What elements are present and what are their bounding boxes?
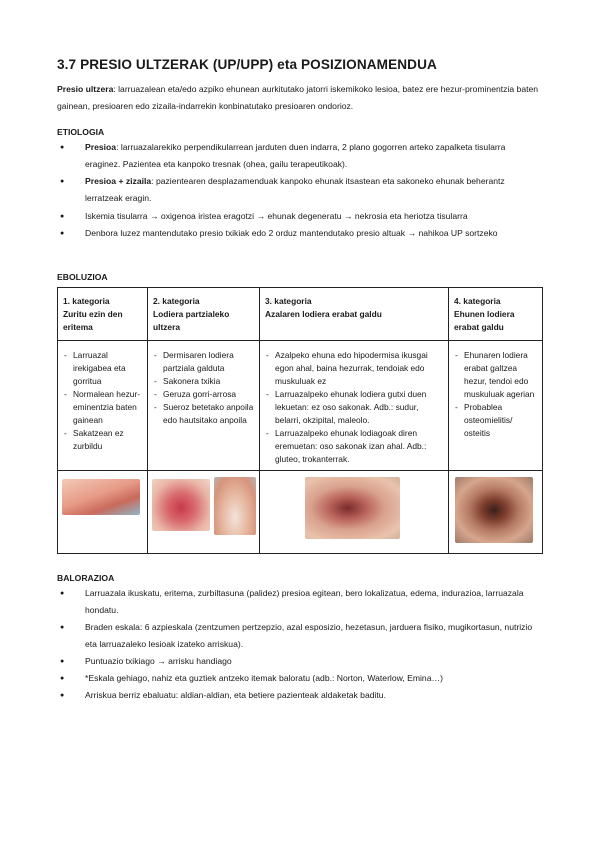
- list-item: ● Arriskua berriz ebaluatu: aldian-aldian, eta betiere pazienteak aldaketak baditu.: [57, 687, 543, 704]
- intro-text: : larruazalean eta/edo azpiko ehunean aurkitutako jatorri iskemikoko lesioa, batez ere hezur-prominentzia baten gainean, presioaren edo zizaila-indarrekin konbinatutako presioaren ondorioz.: [57, 84, 539, 111]
- table-cell: [148, 341, 260, 471]
- page-title: 3.7 PRESIO ULTZERAK (UP/UPP) eta POSIZIONAMENDUA: [57, 57, 437, 72]
- table-cell: [58, 471, 148, 554]
- list-item: [57, 173, 543, 207]
- list-item: [57, 139, 543, 173]
- eboluzioa-table: [57, 287, 543, 554]
- table-cell: [58, 341, 148, 471]
- list-item: ● *Eskala gehiago, nahiz eta guztiek antzeko itemak baloratu (adb.: Norton, Waterlow, Emina…): [57, 670, 543, 687]
- list-item-text: Iskemia tisularra → oxigenoa iristea eragotzi → ehunak degeneratu → nekrosia eta heriotza tisularra: [85, 211, 468, 221]
- stage-1-photo: [62, 479, 140, 515]
- etiologia-heading: ETIOLOGIA: [57, 127, 105, 137]
- table-cell: [260, 341, 449, 471]
- category-name: Zuritu ezin den eritema: [63, 309, 123, 332]
- list-item: - Sakonera txikia: [153, 375, 254, 388]
- list-item: - Normalean hezur-eminentzia baten gainean: [63, 388, 142, 427]
- list-item: - Geruza gorri-arrosa: [153, 388, 254, 401]
- stage-4-photo: [455, 477, 533, 543]
- intro-definition: [57, 81, 543, 115]
- intro-term: Presio ultzera: [57, 84, 114, 94]
- list-item: - Dermisaren lodiera partziala galduta: [153, 349, 254, 375]
- category-name: Ehunen lodiera erabat galdu: [454, 309, 515, 332]
- table-header-row: [58, 288, 543, 341]
- list-item: [57, 225, 543, 242]
- list-item-term: Presioa: [85, 142, 117, 152]
- table-header-cell: [260, 288, 449, 341]
- list-item: - Sueroz betetako anpoila edo hautsitako anpoila: [153, 401, 254, 427]
- table-header-cell: [58, 288, 148, 341]
- list-item: - Probablea osteomielitis/ osteitis: [454, 401, 537, 440]
- table-image-row: [58, 471, 543, 554]
- list-item: - Larruazalpeko ehunak lodiera gutxi duen lekuetan: ez oso sakonak. Adb.: sudur, belarri, okzipital, maleolo.: [265, 388, 443, 427]
- list-item: ● Braden eskala: 6 azpieskala (zentzumen pertzepzio, azal esposizio, hezetasun, jarduera fisiko, mugikortasun, nutrizio eta larruazaleko lesioak izateko arriskua).: [57, 619, 543, 653]
- list-item-text: : larruazalarekiko perpendikularrean jarduten duen indarra, 2 plano gogorren arteko zapalketa tisularra eraginez. Pazientea eta kanpoko tresnak (ohea, gailu terapeutikoak).: [85, 142, 506, 169]
- balorazioa-heading: BALORAZIOA: [57, 573, 115, 583]
- stage-2-photo: [152, 479, 210, 531]
- category-number: 1. kategoria: [63, 296, 110, 306]
- stage-2-photo-heel: [214, 477, 256, 535]
- category-number: 3. kategoria: [265, 296, 312, 306]
- category-number: 4. kategoria: [454, 296, 501, 306]
- category-number: 2. kategoria: [153, 296, 200, 306]
- etiologia-list-2: [57, 208, 543, 242]
- table-cell: [148, 471, 260, 554]
- stage-3-photo: [305, 477, 400, 539]
- balorazioa-list: [57, 585, 543, 704]
- table-header-cell: [148, 288, 260, 341]
- list-item: - Larruazalpeko ehunak lodiagoak diren eremuetan: oso sakonak izan ahal. Adb.: gluteo, trokanterrak.: [265, 427, 443, 466]
- list-item: - Azalpeko ehuna edo hipodermisa ikusgai egon ahal, baina hezurrak, tendoiak edo muskuluak ez: [265, 349, 443, 388]
- table-cell: [449, 471, 543, 554]
- list-item-text: : pazientearen desplazamenduak kanpoko ehunak itsastean eta sakoneko ehunak beherantz lerratzeak eragin.: [85, 176, 505, 203]
- table-cell: [449, 341, 543, 471]
- list-item: ● Puntuazio txikiago → arrisku handiago: [57, 653, 543, 670]
- table-header-cell: [449, 288, 543, 341]
- list-item: ● Larruazala ikuskatu, eritema, zurbiltasuna (palidez) presioa egitean, bero lokalizatua, edema, indurazioa, larruazala hondatu.: [57, 585, 543, 619]
- list-item: - Ehunaren lodiera erabat galtzea hezur, tendoi edo muskuluak agerian: [454, 349, 537, 401]
- list-item-text: Denbora luzez mantendutako presio txikiak edo 2 orduz mantendutako presio altuak → nahikoa UP sortzeko: [85, 228, 498, 238]
- category-name: Lodiera partzialeko ultzera: [153, 309, 230, 332]
- table-cell: [260, 471, 449, 554]
- table-row: [58, 341, 543, 471]
- list-item-term: Presioa + zizaila: [85, 176, 152, 186]
- category-name: Azalaren lodiera erabat galdu: [265, 309, 382, 319]
- etiologia-list: [57, 139, 543, 207]
- list-item: - Larruazal irekigabea eta gorritua: [63, 349, 142, 388]
- eboluzioa-heading: EBOLUZIOA: [57, 272, 108, 282]
- list-item: [57, 208, 543, 225]
- list-item: - Sakatzean ez zurbildu: [63, 427, 142, 453]
